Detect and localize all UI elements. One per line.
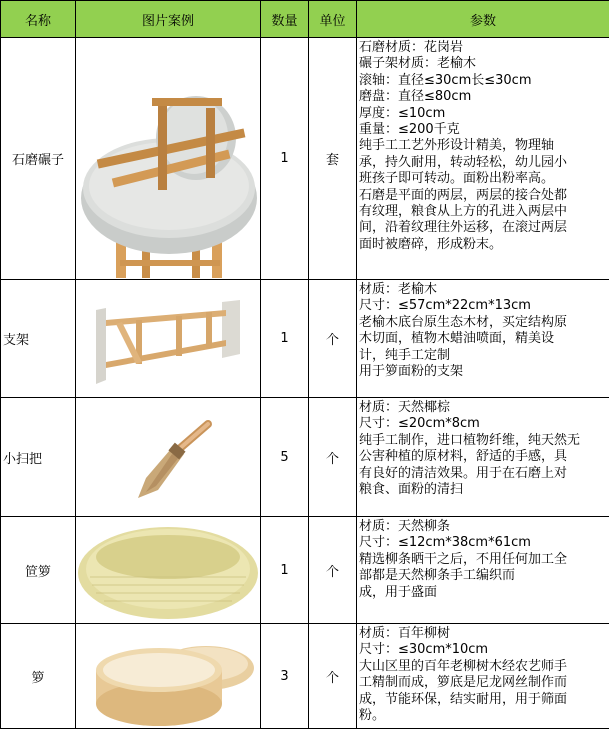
item-name: 石磨碾子	[1, 38, 76, 280]
param-line: 碾子架材质：老榆木	[359, 56, 607, 72]
param-line: 磨盘：直径≤80cm	[359, 89, 607, 105]
param-line: 工精制而成，箩底是尼龙网丝制作而	[359, 675, 607, 691]
table-row	[1, 280, 609, 398]
item-image-cell	[76, 280, 261, 398]
param-line: 滚轴：直径≤30cm长≤30cm	[359, 73, 607, 89]
table-row	[1, 624, 609, 729]
item-unit: 个	[309, 280, 357, 398]
item-params	[357, 38, 609, 280]
item-qty: 5	[261, 398, 309, 517]
param-line: 承，持久耐用，转动轻松，幼儿园小	[359, 155, 607, 171]
param-line: 尺寸：≤20cm*8cm	[359, 416, 607, 432]
table-row	[1, 517, 609, 624]
param-line: 粮食、面粉的清扫	[359, 482, 607, 498]
param-line: 有良好的清洁效果。用于在石磨上对	[359, 466, 607, 482]
item-qty: 3	[261, 624, 309, 729]
item-qty: 1	[261, 280, 309, 398]
param-line: 纯手工制作，进口植物纤维，纯天然无	[359, 433, 607, 449]
param-line: 材质：百年柳树	[359, 626, 607, 642]
param-line: 材质：老榆木	[359, 282, 607, 298]
item-image-cell	[76, 38, 261, 280]
item-params	[357, 398, 609, 517]
item-unit: 个	[309, 398, 357, 517]
header-row	[1, 1, 609, 38]
item-params	[357, 280, 609, 398]
param-line: 材质：天然椰棕	[359, 400, 607, 416]
item-image-cell	[76, 517, 261, 624]
stone-mill-image	[76, 38, 260, 279]
basket-image	[76, 517, 260, 623]
param-line: 有纹理，粮食从上方的孔进入两层中	[359, 204, 607, 220]
param-line: 精选柳条晒干之后，不用任何加工全	[359, 552, 607, 568]
item-qty: 1	[261, 517, 309, 624]
param-line: 班孩子即可转动。面粉出粉率高。	[359, 171, 607, 187]
item-params	[357, 517, 609, 624]
header-unit: 单位	[309, 1, 357, 38]
param-line: 尺寸：≤57cm*22cm*13cm	[359, 298, 607, 314]
param-line: 计，纯手工定制	[359, 348, 607, 364]
param-line: 石磨材质：花岗岩	[359, 40, 607, 56]
param-line: 重量：≤200千克	[359, 122, 607, 138]
item-params	[357, 624, 609, 729]
table-row	[1, 398, 609, 517]
broom-image	[76, 398, 260, 516]
item-name: 小扫把	[1, 398, 76, 517]
param-line: 大山区里的百年老柳树木经农艺师手	[359, 659, 607, 675]
param-line: 面时被磨碎，形成粉末。	[359, 237, 607, 253]
param-line: 成，用于盛面	[359, 585, 607, 601]
item-name: 支架	[1, 280, 76, 398]
header-qty: 数量	[261, 1, 309, 38]
table-row	[1, 38, 609, 280]
param-line: 间，沿着纹理往外运移，在滚过两层	[359, 220, 607, 236]
item-unit: 个	[309, 624, 357, 729]
param-line: 公害种植的原材料，舒适的手感，具	[359, 449, 607, 465]
param-line: 纯手工工艺外形设计精美，物理轴	[359, 138, 607, 154]
param-line: 石磨是平面的两层，两层的接合处都	[359, 188, 607, 204]
param-line: 成，节能环保，结实耐用，用于筛面	[359, 692, 607, 708]
header-name: 名称	[1, 1, 76, 38]
stand-image	[76, 280, 260, 397]
param-line: 用于箩面粉的支架	[359, 364, 607, 380]
param-line: 尺寸：≤30cm*10cm	[359, 642, 607, 658]
header-params: 参数	[357, 1, 609, 38]
param-line: 部都是天然柳条手工编织而	[359, 568, 607, 584]
param-line: 老榆木底台原生态木材，买定结构原	[359, 315, 607, 331]
item-unit: 套	[309, 38, 357, 280]
param-line: 木切面，植物木蜡油喷面，精美设	[359, 331, 607, 347]
param-line: 尺寸：≤12cm*38cm*61cm	[359, 535, 607, 551]
item-unit: 个	[309, 517, 357, 624]
item-image-cell	[76, 624, 261, 729]
sieve-image	[76, 624, 260, 728]
param-line: 粉。	[359, 708, 607, 724]
item-name: 笸箩	[1, 517, 76, 624]
header-image: 图片案例	[76, 1, 261, 38]
item-qty: 1	[261, 38, 309, 280]
item-name: 箩	[1, 624, 76, 729]
param-line: 厚度：≤10cm	[359, 106, 607, 122]
item-image-cell	[76, 398, 261, 517]
param-line: 材质：天然柳条	[359, 519, 607, 535]
